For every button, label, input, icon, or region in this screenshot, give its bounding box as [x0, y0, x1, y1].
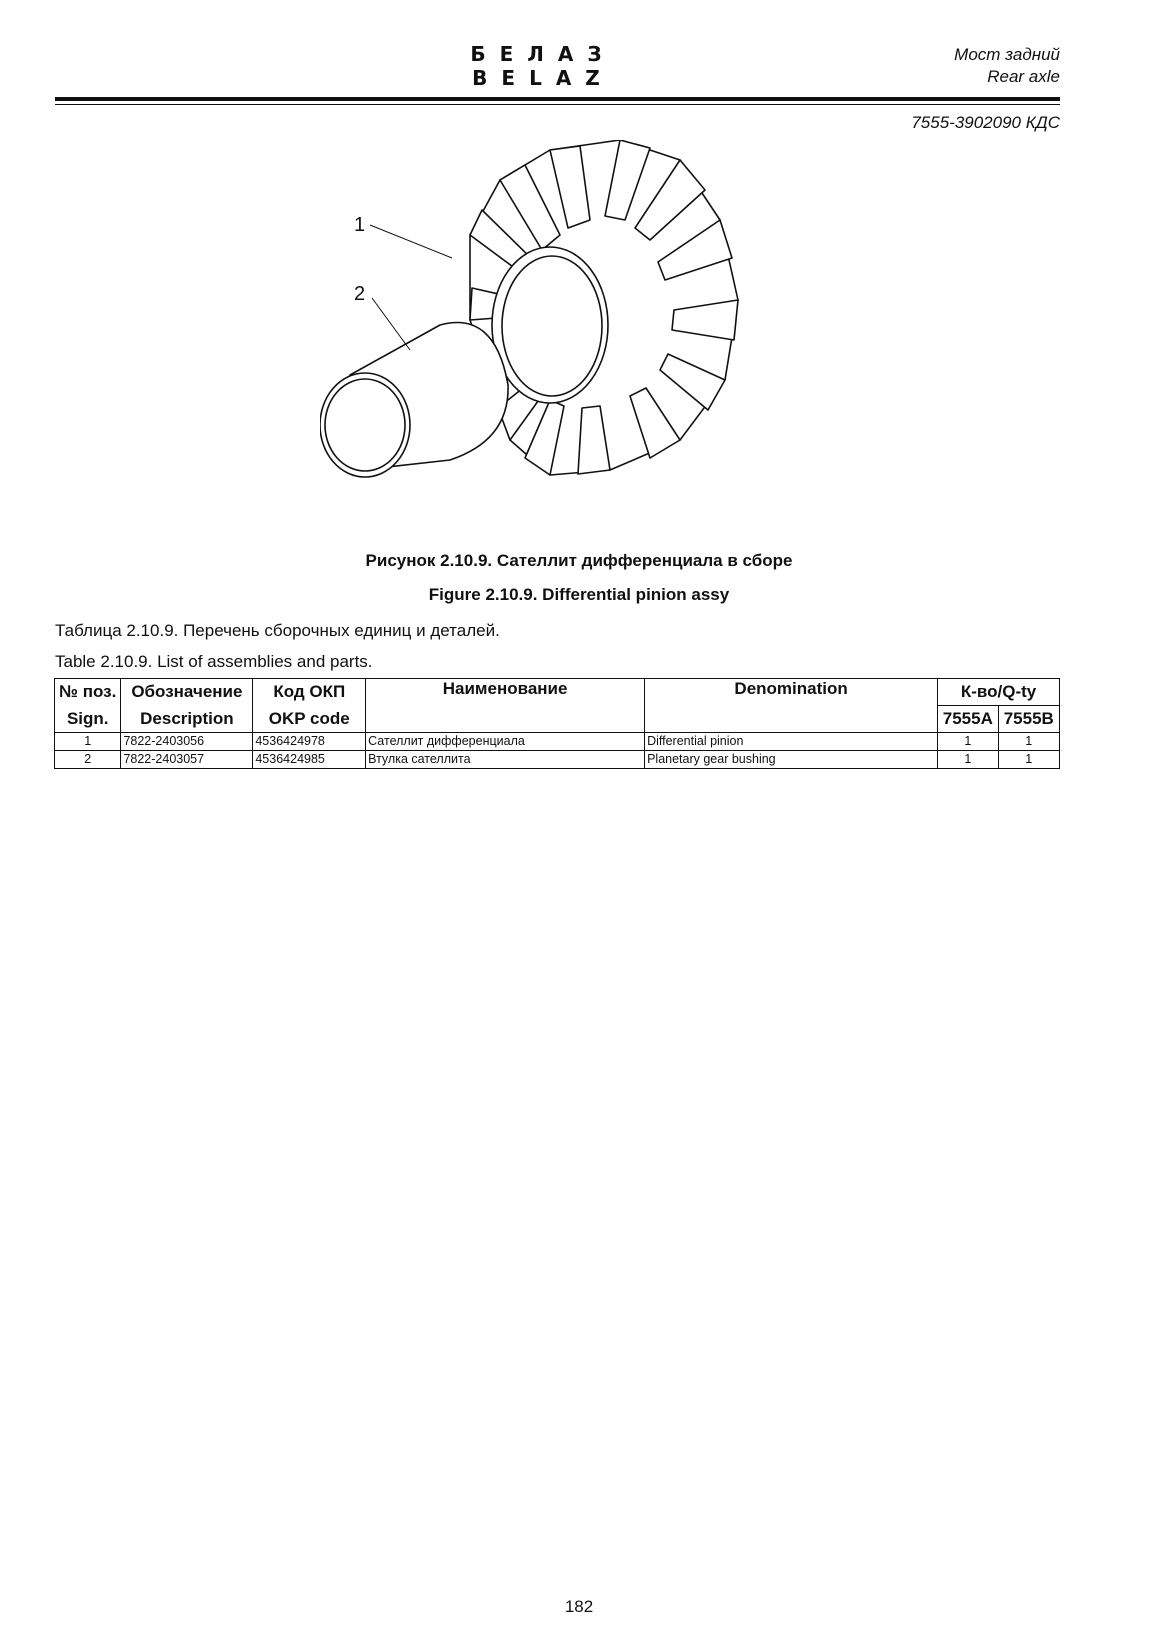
document-code: 7555-3902090 КДС — [911, 113, 1060, 132]
callout-1: 1 — [354, 214, 366, 236]
header-designation-en: Description — [121, 706, 253, 733]
section-title — [954, 44, 1060, 88]
section-title-en: Rear axle — [987, 67, 1060, 86]
cell-okp: 4536424978 — [253, 733, 366, 751]
cell-designation: 7822-2403056 — [121, 733, 253, 751]
header-okp-ru: Код ОКП — [253, 679, 366, 706]
differential-pinion-illustration — [320, 140, 780, 520]
cell-qty-b: 1 — [998, 751, 1059, 769]
cell-name-en: Differential pinion — [645, 733, 938, 751]
parts-table — [54, 678, 1060, 769]
header-name-ru: Наименование — [366, 679, 645, 733]
cell-pos: 1 — [55, 733, 121, 751]
cell-qty-a: 1 — [938, 751, 998, 769]
header-qty: К-во/Q-ty — [938, 679, 1060, 706]
table-row — [55, 733, 1060, 751]
table-row — [55, 751, 1060, 769]
cell-pos: 2 — [55, 751, 121, 769]
table-title-ru: Таблица 2.10.9. Перечень сборочных единиц и деталей. — [55, 621, 500, 640]
callout-2: 2 — [354, 283, 366, 305]
cell-qty-b: 1 — [998, 733, 1059, 751]
cell-qty-a: 1 — [938, 733, 998, 751]
cell-name-en: Planetary gear bushing — [645, 751, 938, 769]
header-pos-en: Sign. — [55, 706, 121, 733]
header-rule-thick — [55, 97, 1060, 101]
header-okp-en: OKP code — [253, 706, 366, 733]
cell-designation: 7822-2403057 — [121, 751, 253, 769]
gear-bore — [492, 247, 608, 403]
cell-name-ru: Втулка сателлита — [366, 751, 645, 769]
header-qty-a: 7555A — [938, 706, 998, 733]
section-title-ru: Мост задний — [954, 45, 1060, 64]
header-name-en: Denomination — [645, 679, 938, 733]
belaz-logo — [447, 44, 639, 88]
table-header-row-1 — [55, 679, 1060, 706]
figure-caption-ru: Рисунок 2.10.9. Сателлит дифференциала в сборе — [365, 551, 793, 570]
cell-okp: 4536424985 — [253, 751, 366, 769]
cell-name-ru: Сателлит дифференциала — [366, 733, 645, 751]
logo-line-latin: BELAZ — [472, 66, 614, 90]
bushing-end — [320, 373, 410, 477]
header-rule-thin — [55, 104, 1060, 105]
table-title-en: Table 2.10.9. List of assemblies and parts. — [55, 652, 373, 671]
figure-caption-en: Figure 2.10.9. Differential pinion assy — [428, 585, 730, 604]
logo-line-cyrillic: БЕЛАЗ — [470, 42, 616, 66]
header-pos-ru: № поз. — [55, 679, 121, 706]
header-qty-b: 7555B — [998, 706, 1059, 733]
header-designation-ru: Обозначение — [121, 679, 253, 706]
page-number: 182 — [564, 1597, 594, 1616]
